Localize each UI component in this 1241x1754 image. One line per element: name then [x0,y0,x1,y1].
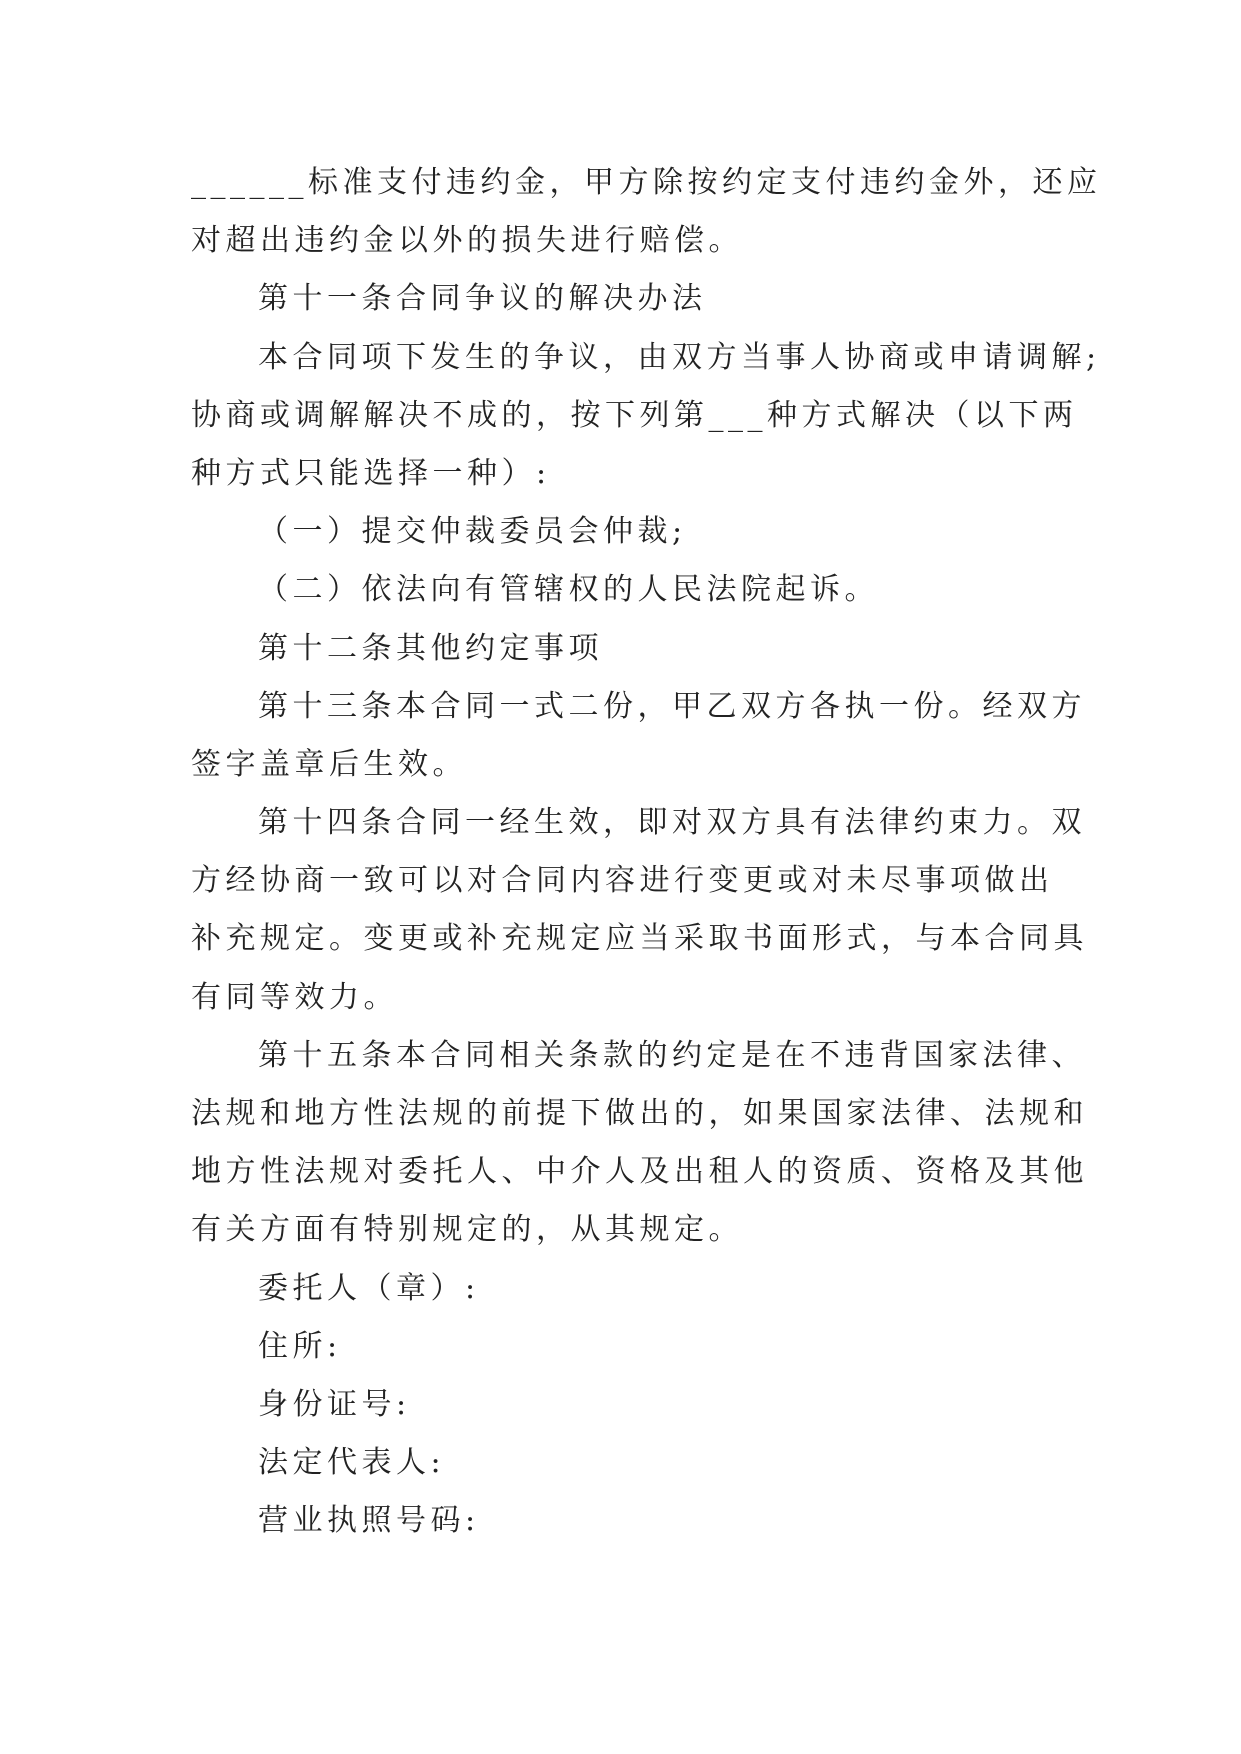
document-line: 对超出违约金以外的损失进行赔偿。 [191,223,743,259]
document-line: 补充规定。变更或补充规定应当采取书面形式，与本合同具 [191,921,1088,957]
document-line: 第十三条本合同一式二份，甲乙双方各执一份。经双方 [258,688,1086,724]
document-line: 住所: [258,1328,342,1364]
document-line: 第十一条合同争议的解决办法 [258,281,707,317]
document-line: 方经协商一致可以对合同内容进行变更或对未尽事项做出 [191,863,1054,899]
document-line: 签字盖章后生效。 [191,746,467,782]
document-line: （二）依法向有管辖权的人民法院起诉。 [258,572,879,608]
document-line: 有同等效力。 [191,979,398,1015]
document-line: 第十四条合同一经生效，即对双方具有法律约束力。双 [258,805,1086,841]
document-line: ______标准支付违约金，甲方除按约定支付违约金外，还应 [191,165,1102,200]
document-line: 第十二条其他约定事项 [258,630,603,666]
document-line: 本合同项下发生的争议，由双方当事人协商或申请调解; [258,339,1101,375]
document-line: 有关方面有特别规定的，从其规定。 [191,1212,743,1248]
document-line: 身份证号: [258,1386,411,1422]
document-line: 法规和地方性法规的前提下做出的，如果国家法律、法规和 [191,1096,1088,1131]
document-body [191,154,1102,1551]
document-line: 营业执照号码: [258,1503,480,1539]
document-line: 第十五条本合同相关条款的约定是在不违背国家法律、 [258,1037,1086,1073]
document-line: （一）提交仲裁委员会仲裁; [258,514,687,550]
document-line: 委托人（章）: [258,1270,480,1306]
document-line: 种方式只能选择一种）: [191,455,551,491]
document-line: 地方性法规对委托人、中介人及出租人的资质、资格及其他 [191,1154,1088,1190]
document-line: 法定代表人: [258,1445,446,1481]
document-line: 协商或调解解决不成的，按下列第___种方式解决（以下两 [191,397,1078,433]
